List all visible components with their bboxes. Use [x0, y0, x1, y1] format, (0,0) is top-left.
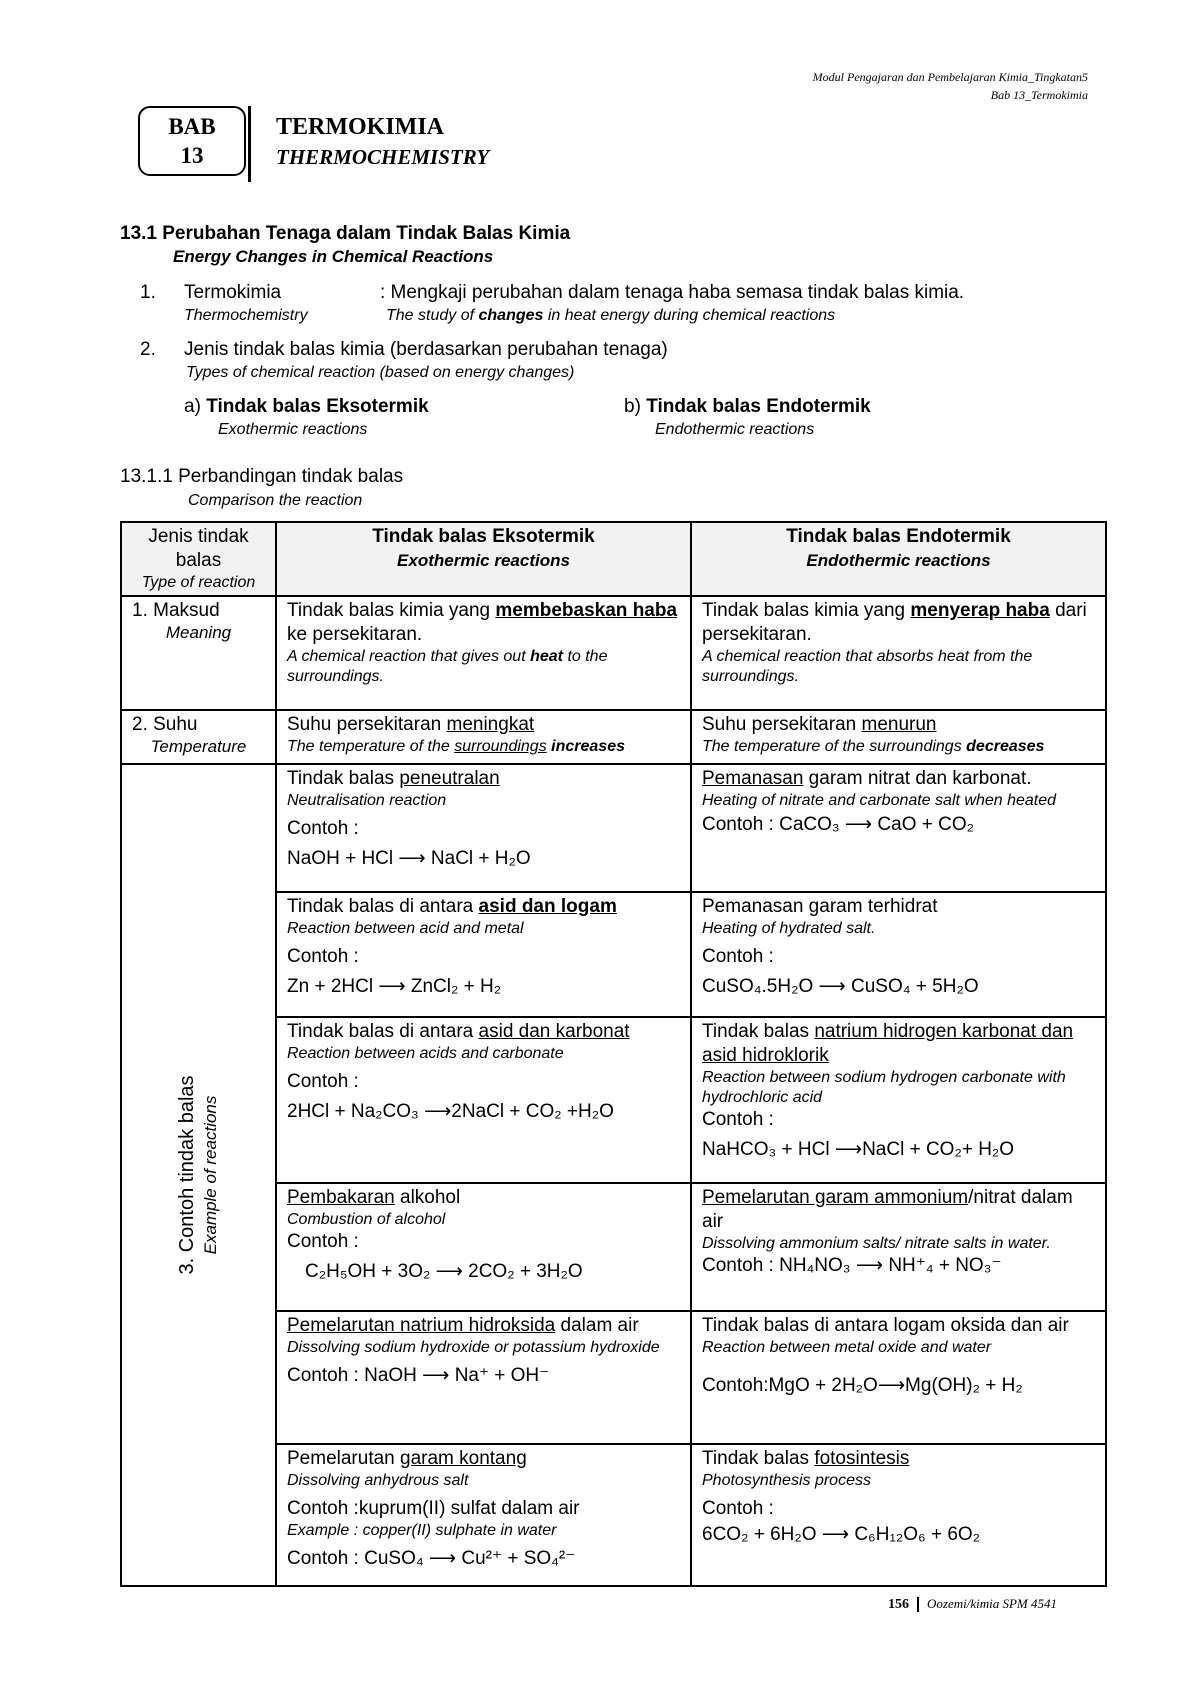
- running-header: [813, 68, 1088, 104]
- subsection-subtitle: Comparison the reaction: [188, 492, 363, 509]
- type-b-prefix: b): [624, 396, 641, 417]
- def-en-b: changes: [478, 307, 544, 324]
- type-b: [624, 396, 871, 418]
- page-footer: [888, 1596, 1057, 1613]
- row-examples-label: [121, 764, 276, 1586]
- chapter-divider: [248, 106, 251, 182]
- item-1-term: Termokimia: [184, 282, 282, 303]
- examples-label-vertical: 3. Contoh tindak balas Example of reactions: [175, 1075, 220, 1275]
- type-a-prefix: a): [184, 396, 201, 417]
- row-meaning-endo: Tindak balas kimia yang menyerap haba dari persekitaran. A chemical reaction that absorbs heat from the surroundings.: [691, 596, 1106, 710]
- example-endo-5: Tindak balas di antara logam oksida dan air Reaction between metal oxide and water Contoh:MgO + 2H₂O⟶Mg(OH)₂ + H₂: [691, 1311, 1106, 1443]
- section-subtitle: Energy Changes in Chemical Reactions: [173, 247, 494, 266]
- row-meaning-label: 1. Maksud Meaning: [121, 596, 276, 710]
- row-meaning-exo: Tindak balas kimia yang membebaskan haba ke persekitaran. A chemical reaction that gives out heat to the surroundings.: [276, 596, 691, 710]
- header-exothermic: Tindak balas Eksotermik Exothermic reactions: [276, 522, 691, 596]
- item-2-number: 2.: [140, 339, 156, 360]
- example-endo-4: Pemelarutan garam ammonium/nitrat dalam air Dissolving ammonium salts/ nitrate salts in water. Contoh : NH₄NO₃ ⟶ NH⁺₄ + NO₃⁻: [691, 1183, 1106, 1311]
- table-row: [121, 710, 1106, 764]
- page-number: 156: [888, 1597, 919, 1612]
- row-temp-exo: Suhu persekitaran meningkat The temperature of the surroundings increases: [276, 710, 691, 764]
- header-line-1: Modul Pengajaran dan Pembelajaran Kimia_Tingkatan5: [812, 70, 1088, 84]
- example-endo-3: Tindak balas natrium hidrogen karbonat dan asid hidroklorik Reaction between sodium hydrogen carbonate with hydrochloric acid Contoh : NaHCO₃ + HCl ⟶NaCl + CO₂+ H₂O: [691, 1017, 1106, 1183]
- example-exo-3: Tindak balas di antara asid dan karbonat Reaction between acids and carbonate Contoh : 2HCl + Na₂CO₃ ⟶2NaCl + CO₂ +H₂O: [276, 1017, 691, 1183]
- footer-text: Oozemi/kimia SPM 4541: [927, 1596, 1057, 1611]
- type-b-label: Tindak balas Endotermik: [646, 396, 871, 417]
- example-endo-6: Tindak balas fotosintesis Photosynthesis process Contoh : 6CO₂ + 6H₂O ⟶ C₆H₁₂O₆ + 6O₂: [691, 1444, 1106, 1586]
- item-2-text: Jenis tindak balas kimia (berdasarkan perubahan tenaga): [184, 339, 668, 360]
- def-en-c: in heat energy during chemical reactions: [543, 307, 836, 324]
- type-b-en: Endothermic reactions: [655, 421, 815, 438]
- section-title: 13.1 Perubahan Tenaga dalam Tindak Balas Kimia: [120, 223, 571, 244]
- comparison-table: [120, 521, 1107, 1587]
- header-type: Jenis tindak balas Type of reaction: [121, 522, 276, 596]
- header-line-2: Bab 13_Termokimia: [990, 88, 1088, 102]
- item-1-term-en: Thermochemistry: [184, 307, 308, 324]
- type-a-en: Exothermic reactions: [218, 421, 368, 438]
- type-a: [184, 396, 429, 418]
- example-exo-6: Pemelarutan garam kontang Dissolving anhydrous salt Contoh :kuprum(II) sulfat dalam air Example : copper(II) sulphate in water Contoh : CuSO₄ ⟶ Cu²⁺ + SO₄²⁻: [276, 1444, 691, 1586]
- item-1-number: 1.: [140, 282, 156, 303]
- row-temp-label: 2. Suhu Temperature: [121, 710, 276, 764]
- chapter-subtitle: THERMOCHEMISTRY: [276, 145, 490, 169]
- example-endo-1: Pemanasan garam nitrat dan karbonat. Heating of nitrate and carbonate salt when heated Contoh : CaCO₃ ⟶ CaO + CO₂: [691, 764, 1106, 892]
- row-temp-endo: Suhu persekitaran menurun The temperature of the surroundings decreases: [691, 710, 1106, 764]
- header-endothermic: Tindak balas Endotermik Endothermic reactions: [691, 522, 1106, 596]
- chapter-title: TERMOKIMIA: [276, 114, 444, 140]
- example-exo-5: Pemelarutan natrium hidroksida dalam air Dissolving sodium hydroxide or potassium hydroxide Contoh : NaOH ⟶ Na⁺ + OH⁻: [276, 1311, 691, 1443]
- item-1-definition-en: [386, 307, 835, 325]
- type-a-label: Tindak balas Eksotermik: [206, 396, 429, 417]
- table-row: [121, 596, 1106, 710]
- item-1-definition: : Mengkaji perubahan dalam tenaga haba semasa tindak balas kimia.: [380, 282, 965, 303]
- item-2-text-en: Types of chemical reaction (based on energy changes): [186, 364, 575, 381]
- table-header-row: [121, 522, 1106, 596]
- example-exo-1: Tindak balas peneutralan Neutralisation reaction Contoh : NaOH + HCl ⟶ NaCl + H₂O: [276, 764, 691, 892]
- def-en-a: The study of: [386, 307, 479, 324]
- chapter-badge-label: BAB: [168, 114, 216, 139]
- table-row: [121, 764, 1106, 892]
- example-endo-2: Pemanasan garam terhidrat Heating of hydrated salt. Contoh : CuSO₄.5H₂O ⟶ CuSO₄ + 5H₂O: [691, 892, 1106, 1016]
- chapter-badge: [138, 106, 246, 176]
- chapter-badge-number: 13: [180, 143, 204, 168]
- example-exo-4: Pembakaran alkohol Combustion of alcohol Contoh : C₂H₅OH + 3O₂ ⟶ 2CO₂ + 3H₂O: [276, 1183, 691, 1311]
- subsection-title: 13.1.1 Perbandingan tindak balas: [120, 466, 404, 487]
- example-exo-2: Tindak balas di antara asid dan logam Reaction between acid and metal Contoh : Zn + 2HCl ⟶ ZnCl₂ + H₂: [276, 892, 691, 1016]
